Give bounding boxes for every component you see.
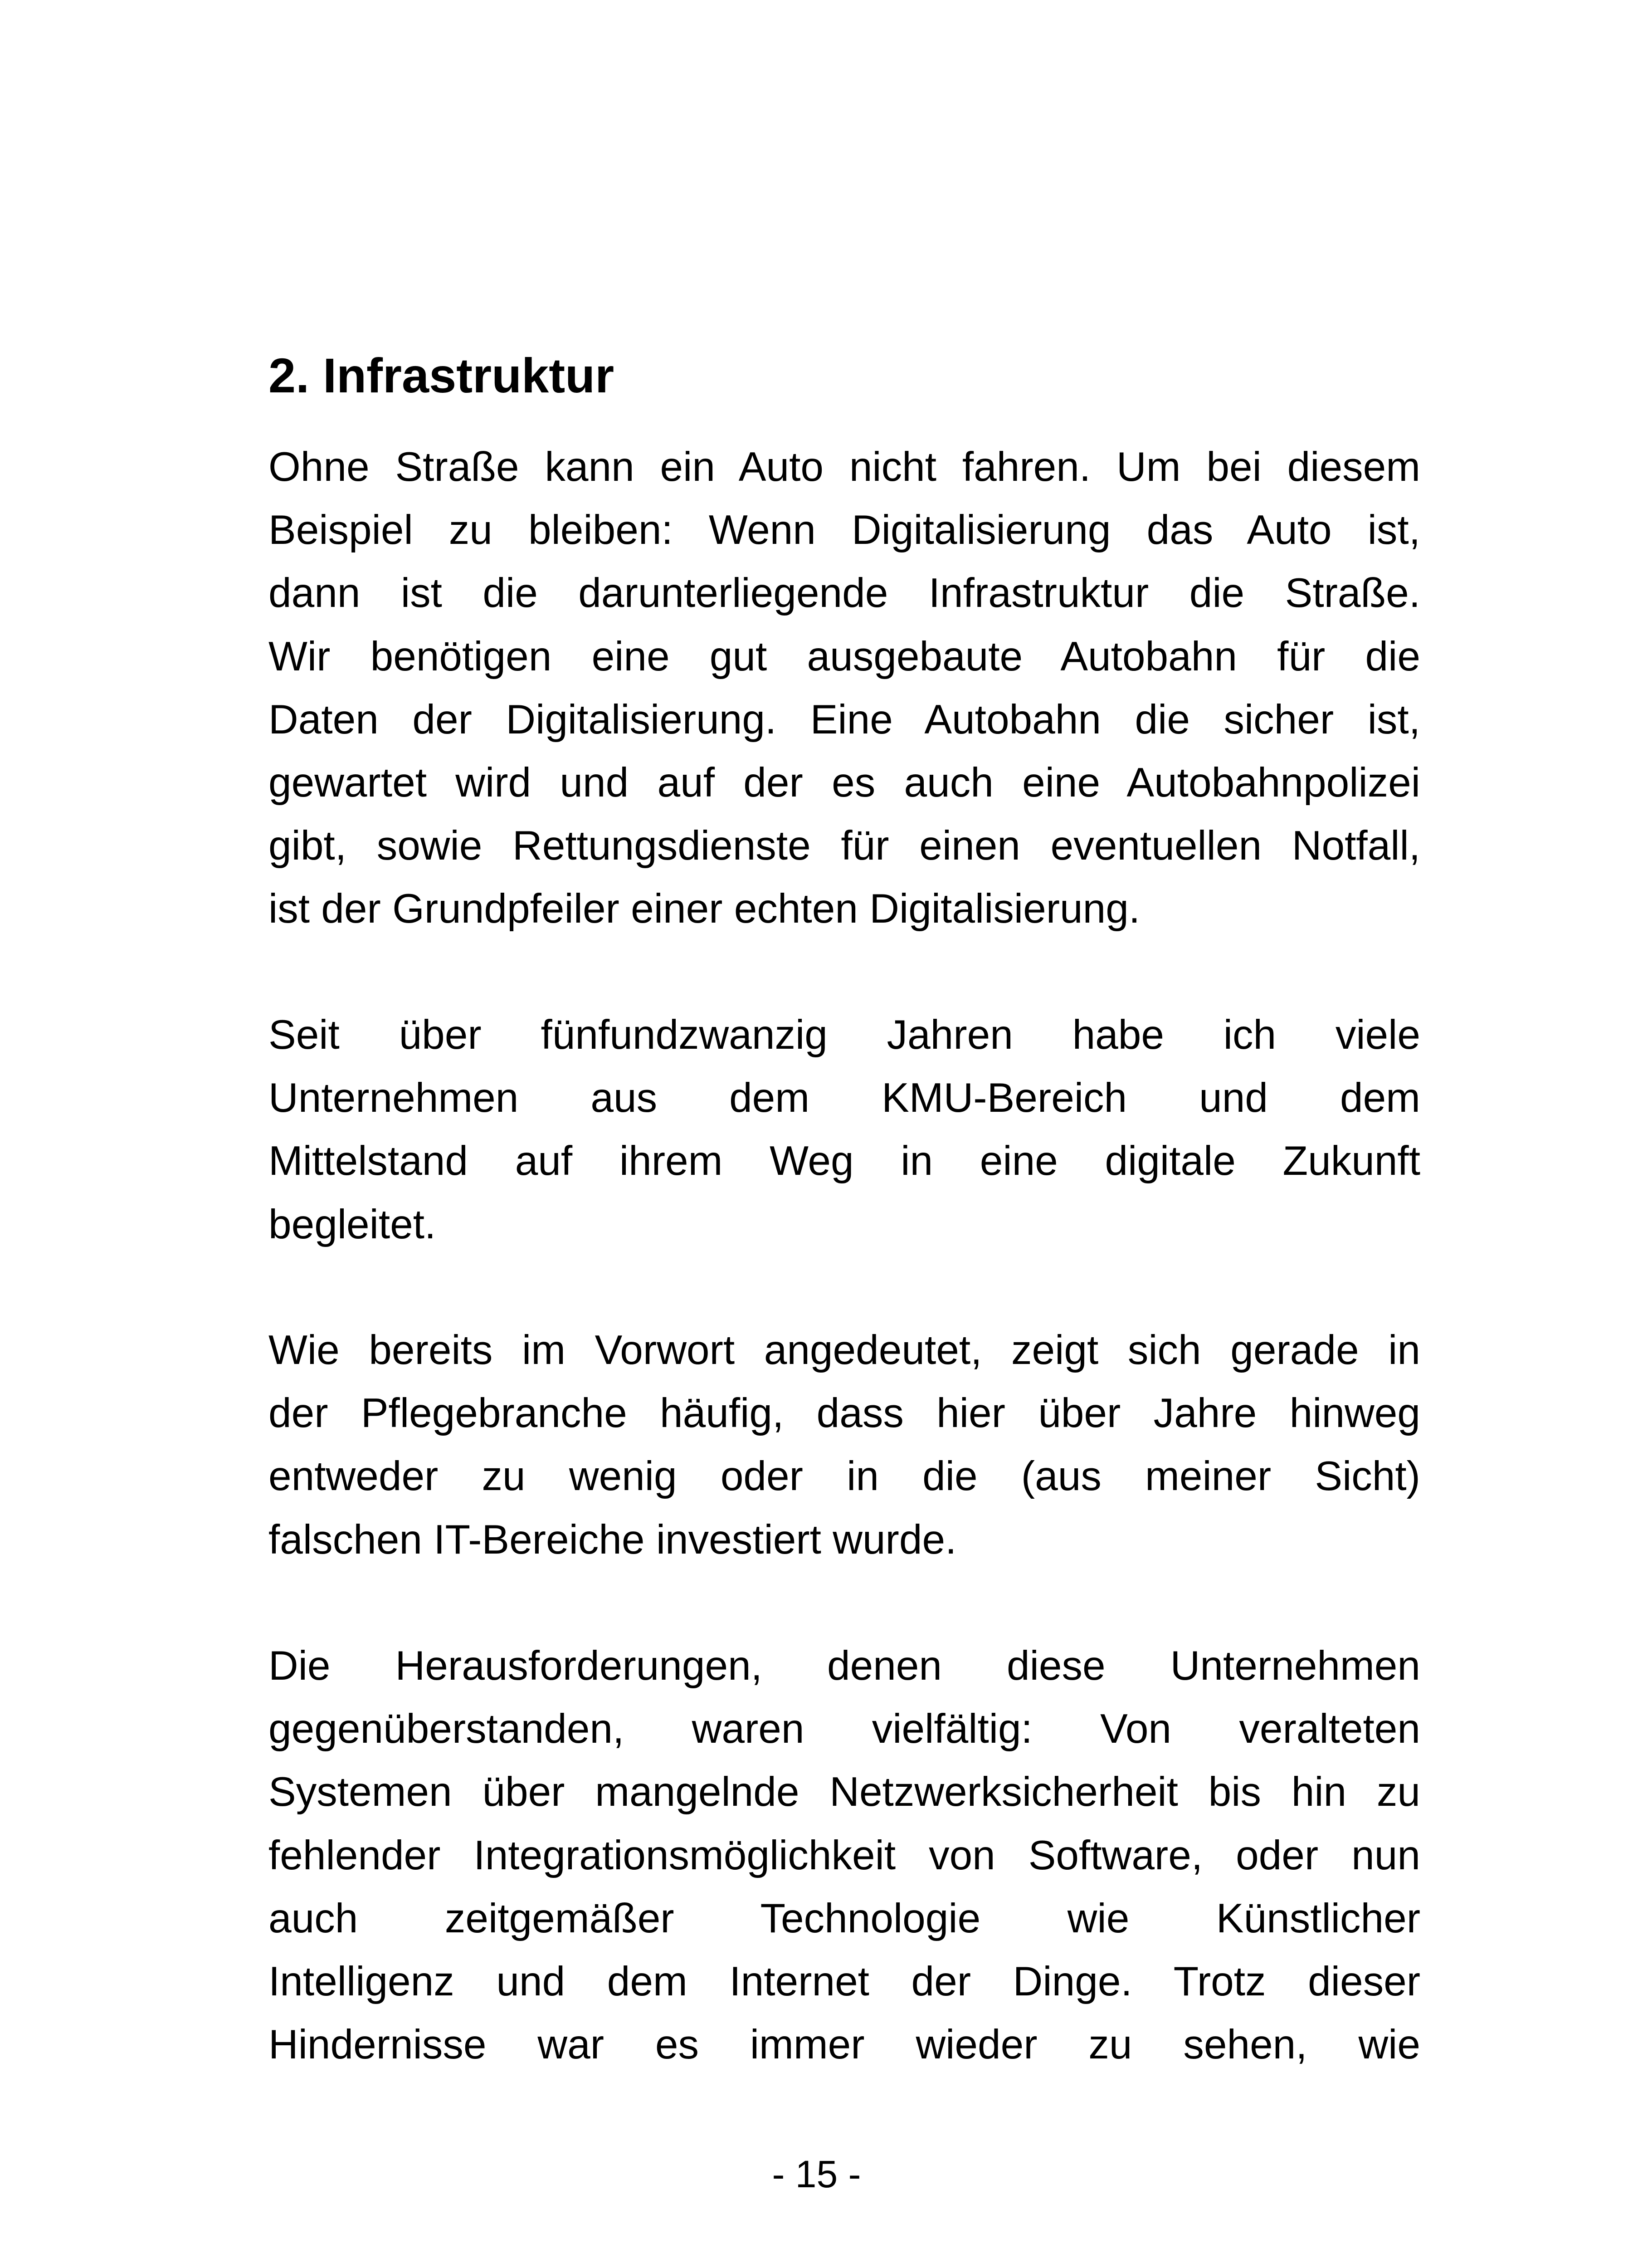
text-line: Wir benötigen eine gut ausgebaute Autobahn für die [268, 633, 1420, 679]
text-line: Unternehmen aus dem KMU-Bereich und dem [268, 1075, 1420, 1121]
text-line: gewartet wird und auf der es auch eine Autobahnpolizei [268, 759, 1420, 806]
section-heading: 2. Infrastruktur [268, 348, 614, 403]
text-line: Wie bereits im Vorwort angedeutet, zeigt sich gerade in [268, 1327, 1420, 1373]
text-line: Hindernisse war es immer wieder zu sehen, wie [268, 2022, 1420, 2068]
text-line: Die Herausforderungen, denen diese Unternehmen [268, 1643, 1420, 1689]
text-line: Mittelstand auf ihrem Weg in eine digitale Zukunft [268, 1138, 1420, 1184]
text-line: Intelligenz und dem Internet der Dinge. Trotz dieser [268, 1958, 1420, 2004]
text-line: Daten der Digitalisierung. Eine Autobahn die sicher ist, [268, 696, 1420, 743]
text-line: begleitet. [268, 1201, 436, 1247]
paragraph-4 [268, 1634, 1420, 2076]
text-line: auch zeitgemäßer Technologie wie Künstlicher [268, 1895, 1420, 1941]
text-line: entweder zu wenig oder in die (aus meiner Sicht) [268, 1453, 1420, 1500]
paragraph-1 [268, 435, 1420, 941]
text-line: Seit über fünfundzwanzig Jahren habe ich viele [268, 1012, 1420, 1058]
text-line: gibt, sowie Rettungsdienste für einen eventuellen Notfall, [268, 823, 1420, 869]
text-line: gegenüberstanden, waren vielfältig: Von veralteten [268, 1706, 1420, 1752]
text-line: ist der Grundpfeiler einer echten Digitalisierung. [268, 886, 1141, 932]
text-line: Ohne Straße kann ein Auto nicht fahren. Um bei diesem [268, 444, 1420, 490]
paragraph-3 [268, 1319, 1420, 1571]
text-line: dann ist die darunterliegende Infrastruktur die Straße. [268, 570, 1420, 616]
text-line: fehlender Integrationsmöglichkeit von Software, oder nun [268, 1832, 1420, 1878]
text-line: Systemen über mangelnde Netzwerksicherheit bis hin zu [268, 1769, 1420, 1815]
paragraph-2 [268, 1003, 1420, 1256]
text-line: der Pflegebranche häufig, dass hier über Jahre hinweg [268, 1390, 1420, 1437]
text-line: falschen IT-Bereiche investiert wurde. [268, 1516, 957, 1563]
page-number: - 15 - [772, 2153, 861, 2195]
text-line: Beispiel zu bleiben: Wenn Digitalisierung das Auto ist, [268, 507, 1420, 553]
